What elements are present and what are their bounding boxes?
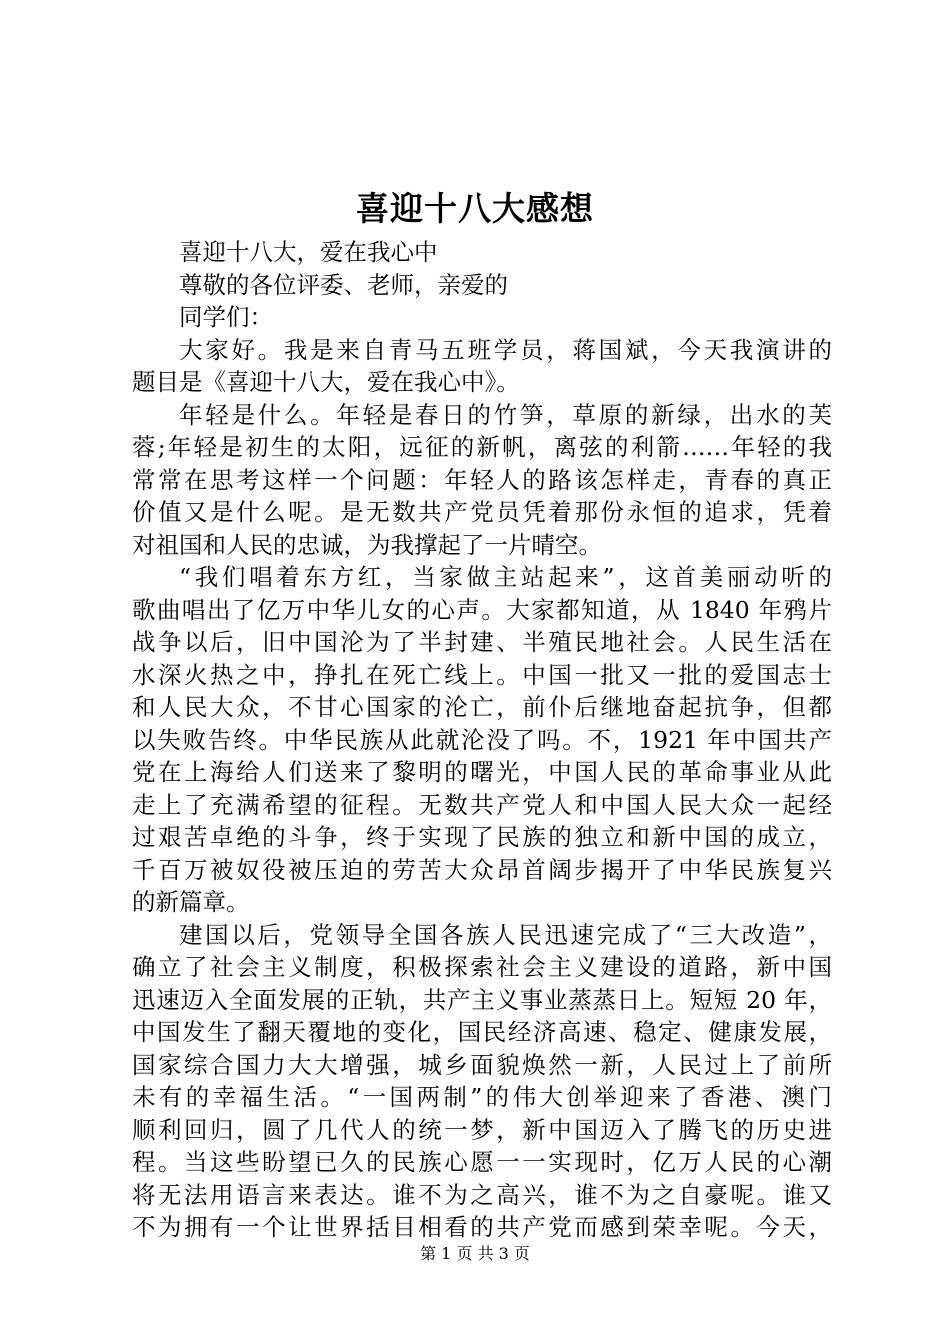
text-line: 走上了充满希望的征程。无数共产党人和中国人民大众一起经 bbox=[132, 790, 832, 819]
text-line: 和人民大众，不甘心国家的沦亡，前仆后继地奋起抗争，但都 bbox=[132, 693, 832, 721]
text-line: 过艰苦卓绝的斗争，终于实现了民族的独立和新中国的成立， bbox=[132, 823, 832, 851]
text-line: 建国以后，党领导全国各族人民迅速完成了“三大改造”， bbox=[179, 920, 832, 949]
text-line: 题目是《喜迎十八大，爱在我心中》。 bbox=[132, 368, 520, 396]
text-line: 大家好。我是来自青马五班学员，蒋国斌，今天我演讲的 bbox=[179, 335, 832, 364]
text-line: 同学们： bbox=[179, 303, 273, 331]
text-line: 价值又是什么呢。是无数共产党员凭着那份永恒的追求，凭着 bbox=[132, 498, 832, 526]
page-footer: 第 1 页 共 3 页 bbox=[420, 1244, 530, 1263]
text-line: 党在上海给人们送来了黎明的曙光，中国人民的革命事业从此 bbox=[132, 758, 832, 786]
text-line: 迅速迈入全面发展的正轨，共产主义事业蒸蒸日上。短短 20 年， bbox=[132, 985, 832, 1014]
text-line: 中国发生了翻天覆地的变化，国民经济高速、稳定、健康发展， bbox=[132, 1018, 832, 1046]
text-line: 常常在思考这样一个问题：年轻人的路该怎样走，青春的真正 bbox=[132, 465, 832, 494]
text-line: 将无法用语言来表达。谁不为之高兴，谁不为之自豪呢。谁又 bbox=[132, 1180, 832, 1209]
text-line: 顺利回归，圆了几代人的统一梦，新中国迈入了腾飞的历史进 bbox=[132, 1115, 832, 1144]
text-line: 尊敬的各位评委、老师，亲爱的 bbox=[179, 270, 508, 299]
document-title: 喜迎十八大感想 bbox=[356, 189, 594, 228]
text-line: 水深火热之中，挣扎在死亡线上。中国一批又一批的爱国志士 bbox=[132, 660, 832, 689]
text-line: 年轻是什么。年轻是春日的竹笋，草原的新绿，出水的芙 bbox=[179, 400, 832, 429]
text-line: 以失败告终。中华民族从此就沦没了吗。不，1921 年中国共产 bbox=[132, 725, 832, 754]
text-line: 战争以后，旧中国沦为了半封建、半殖民地社会。人民生活在 bbox=[132, 628, 832, 656]
text-line: 国家综合国力大大增强，城乡面貌焕然一新，人民过上了前所 bbox=[132, 1050, 832, 1079]
text-line: 确立了社会主义制度，积极探索社会主义建设的道路，新中国 bbox=[132, 953, 832, 981]
text-line: 未有的幸福生活。“一国两制”的伟大创举迎来了香港、澳门 bbox=[132, 1083, 832, 1111]
text-line: 千百万被奴役被压迫的劳苦大众昂首阔步揭开了中华民族复兴 bbox=[132, 855, 832, 884]
text-line: 程。当这些盼望已久的民族心愿一一实现时，亿万人民的心潮 bbox=[132, 1148, 832, 1176]
text-line: 喜迎十八大，爱在我心中 bbox=[179, 238, 438, 266]
document-body bbox=[132, 236, 832, 1244]
text-line: “我们唱着东方红，当家做主站起来”，这首美丽动听的 bbox=[179, 563, 832, 591]
text-line: 歌曲唱出了亿万中华儿女的心声。大家都知道，从 1840 年鸦片 bbox=[132, 595, 832, 624]
text-line: 的新篇章。 bbox=[132, 888, 250, 916]
text-line: 不为拥有一个让世界括目相看的共产党而感到荣幸呢。今天， bbox=[132, 1213, 832, 1241]
text-line: 对祖国和人民的忠诚，为我撑起了一片晴空。 bbox=[132, 530, 602, 559]
text-line: 蓉;年轻是初生的太阳，远征的新帆，离弦的利箭……年轻的我 bbox=[132, 433, 832, 461]
